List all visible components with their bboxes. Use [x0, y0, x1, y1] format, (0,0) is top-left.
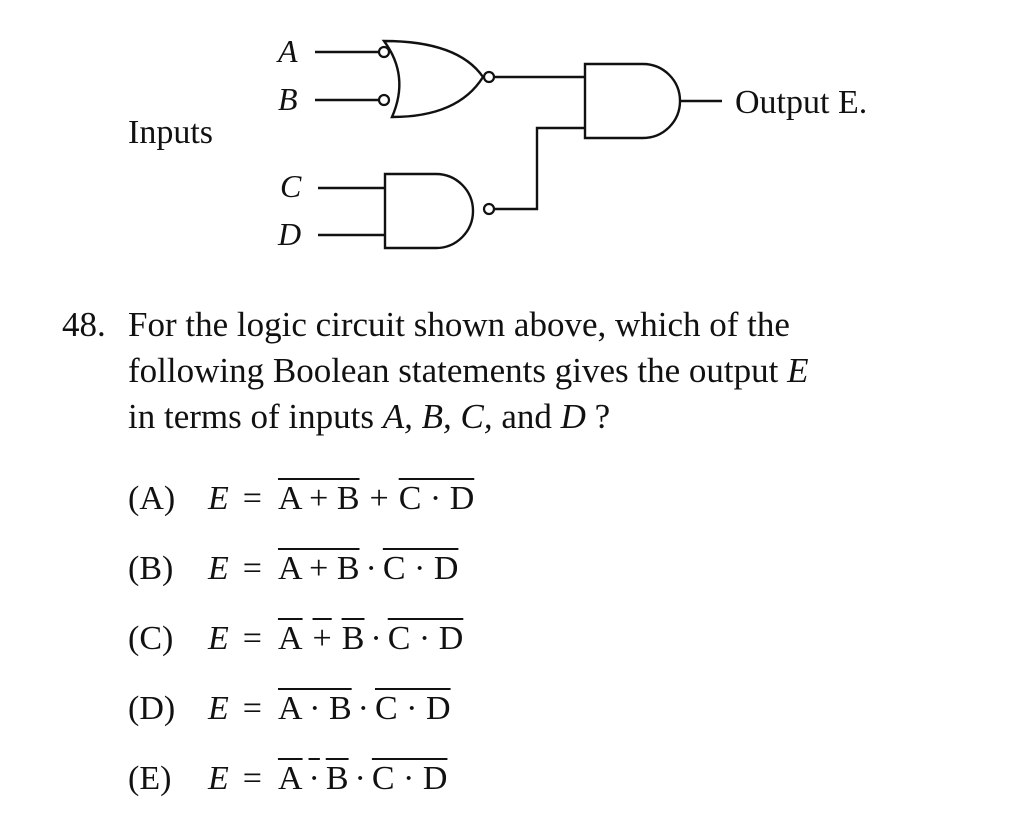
logic-circuit-diagram	[0, 0, 1024, 290]
input-b-label: B	[278, 81, 298, 117]
question-line-2: following Boolean statements gives the output E	[128, 351, 809, 390]
term-abar-plus-bbar-bar: A + B	[277, 620, 365, 657]
question-line-1: For the logic circuit shown above, which of the	[128, 305, 790, 344]
term-a-plus-b-bar: A + B	[277, 550, 360, 587]
answer-option-c[interactable]: (C) E = A + B · C · D	[128, 620, 464, 657]
input-bubble-b	[379, 95, 389, 105]
inputs-label: Inputs	[128, 114, 213, 151]
question-text	[128, 302, 958, 440]
nand-gate	[385, 174, 473, 248]
term-c-dot-d-bar: C · D	[374, 690, 451, 727]
answer-option-e[interactable]: (E) E = A · B · C · D	[128, 760, 448, 797]
input-c-label: C	[280, 168, 302, 204]
question-line-3: in terms of inputs A, B, C, and D ?	[128, 397, 611, 436]
input-bubble-a	[379, 47, 389, 57]
or-gate	[384, 41, 483, 117]
wire-nand-to-and	[494, 128, 585, 209]
answer-option-a[interactable]: (A) E = A + B + C · D	[128, 480, 475, 517]
question-number: 48.	[62, 305, 106, 344]
term-c-dot-d-bar: C · D	[398, 480, 475, 517]
term-abar-dot-bbar-bar: A · B	[277, 760, 349, 797]
term-c-dot-d-bar: C · D	[382, 550, 459, 587]
term-c-dot-d-bar: C · D	[371, 760, 448, 797]
input-a-label: A	[278, 33, 298, 69]
input-d-label: D	[278, 216, 302, 252]
and-gate	[585, 64, 680, 138]
answer-option-d[interactable]: (D) E = A · B · C · D	[128, 690, 451, 727]
term-c-dot-d-bar: C · D	[387, 620, 464, 657]
answer-option-b[interactable]: (B) E = A + B · C · D	[128, 550, 459, 587]
term-a-plus-b-bar: A + B	[277, 480, 360, 517]
term-a-dot-b-bar: A · B	[277, 690, 352, 727]
output-label: Output E.	[735, 84, 868, 121]
nand-output-bubble	[484, 204, 494, 214]
or-output-bubble	[484, 72, 494, 82]
